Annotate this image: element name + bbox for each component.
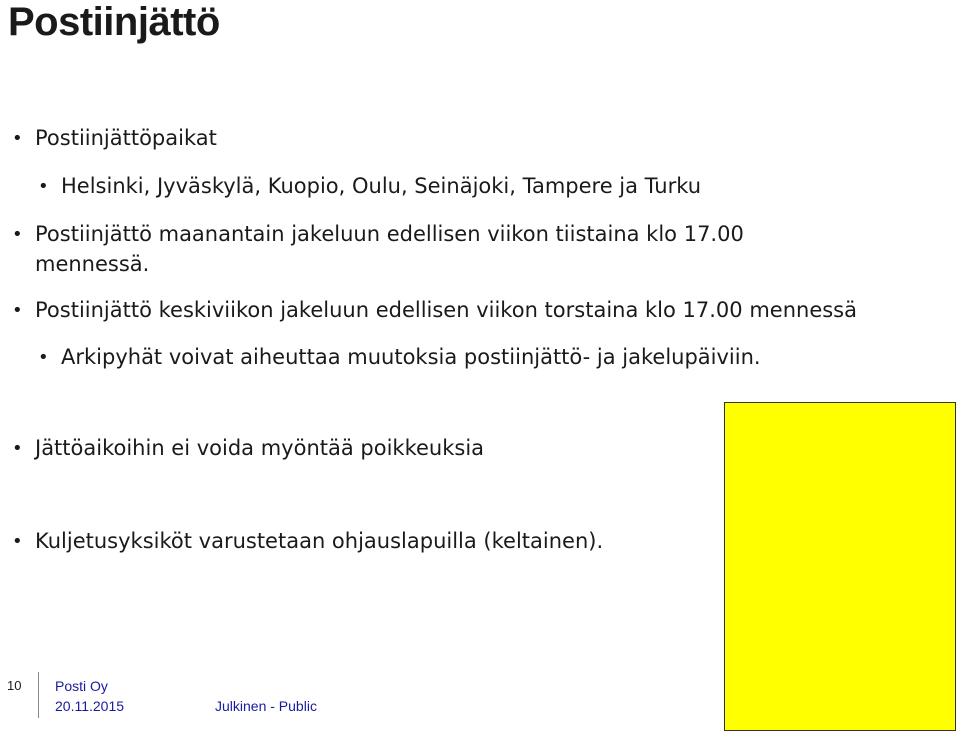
bullet-dot-icon: •: [12, 224, 23, 245]
bullet-text: Postiinjättöpaikat: [35, 126, 217, 150]
yellow-routing-label: [724, 402, 956, 731]
bullet-dot-icon: •: [12, 300, 23, 321]
footer-company: Posti Oy: [55, 678, 108, 694]
bullet-text: Jättöaikoihin ei voida myöntää poikkeuksia: [35, 436, 485, 460]
bullet-item: [12, 220, 744, 249]
bullet-continuation: [35, 250, 149, 279]
bullet-item: [12, 527, 604, 556]
bullet-text: Helsinki, Jyväskylä, Kuopio, Oulu, Seinäjoki, Tampere ja Turku: [61, 174, 702, 198]
page-number: 10: [7, 678, 22, 693]
bullet-text: mennessä.: [35, 252, 150, 276]
bullet-text: Arkipyhät voivat aiheuttaa muutoksia postiinjättö- ja jakelupäiviin.: [61, 345, 761, 369]
bullet-item: [12, 434, 485, 463]
bullet-dot-icon: •: [12, 128, 23, 149]
bullet-dot-icon: •: [38, 176, 49, 197]
bullet-item: [38, 172, 702, 201]
bullet-text: Postiinjättö keskiviikon jakeluun edellisen viikon torstaina klo 17.00 mennessä: [35, 298, 857, 322]
bullet-item: [12, 296, 857, 325]
bullet-dot-icon: •: [38, 347, 49, 368]
footer-date: 20.11.2015: [55, 698, 125, 714]
slide-title: Postiinjättö: [8, 0, 220, 44]
bullet-text: Kuljetusyksiköt varustetaan ohjauslapuilla (keltainen).: [35, 529, 604, 553]
bullet-dot-icon: •: [12, 438, 23, 459]
bullet-text: Postiinjättö maanantain jakeluun edellisen viikon tiistaina klo 17.00: [35, 222, 744, 246]
footer-classification: Julkinen - Public: [215, 698, 317, 714]
bullet-dot-icon: •: [12, 531, 23, 552]
bullet-item: [12, 124, 217, 153]
bullet-item: [38, 343, 761, 372]
footer-divider: [38, 672, 39, 718]
